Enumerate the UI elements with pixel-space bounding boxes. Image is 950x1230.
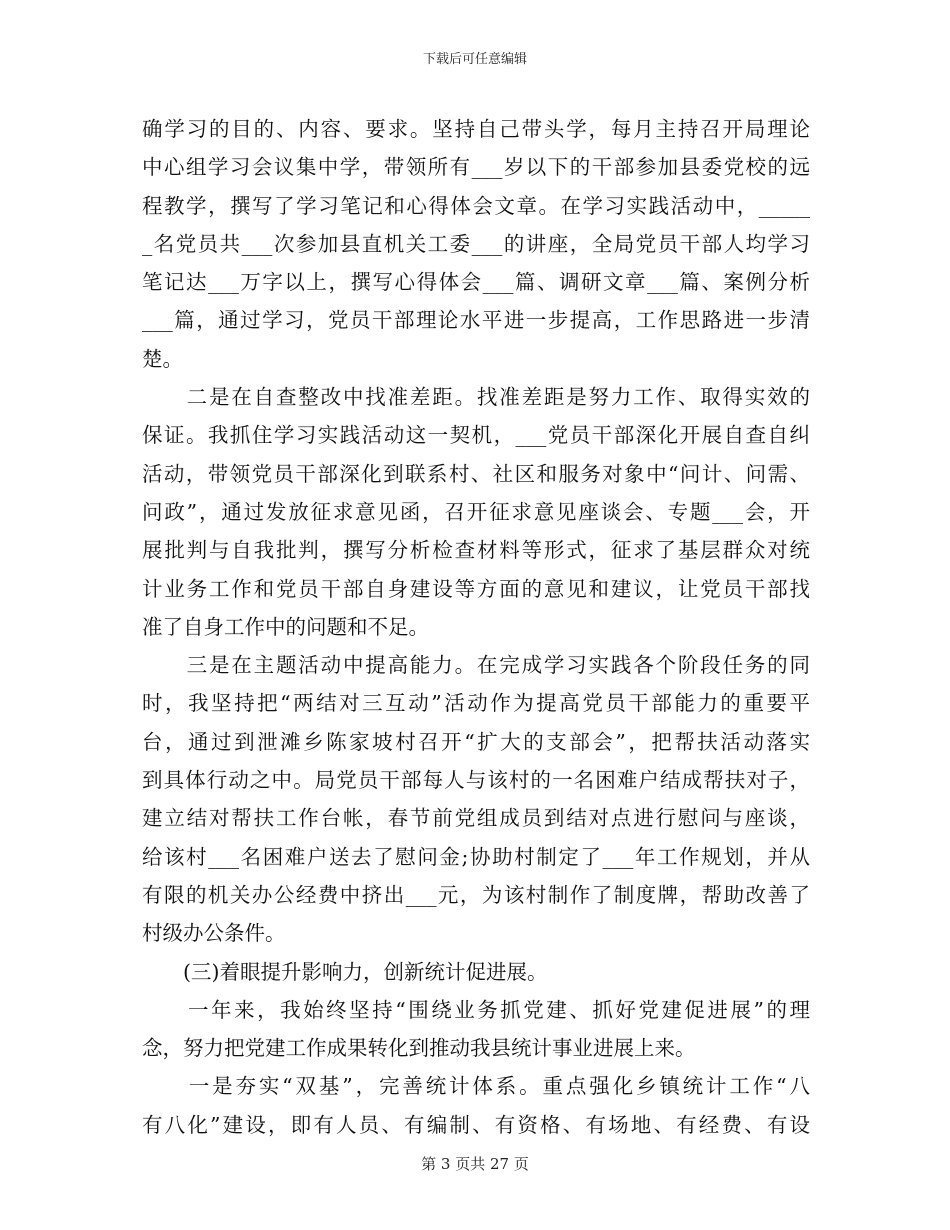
text-line: 一年来，我始终坚持“围绕业务抓党建、抓好党建促进展”的理 — [142, 997, 810, 1022]
text-line: 时，我坚持把“两结对三互动”活动作为提高党员干部能力的重要平 — [142, 691, 810, 716]
text-line: 保证。我抓住学习实践活动这一契机，___党员干部深化开展自查自纠 — [142, 423, 810, 448]
text-line: 村级办公条件。 — [142, 921, 286, 946]
text-line: 念，努力把党建工作成果转化到推动我县统计事业进展上来。 — [142, 1036, 696, 1061]
text-line: 二是在自查整改中找准差距。找准差距是努力工作、取得实效的 — [142, 385, 810, 410]
text-line: 笔记达___万字以上，撰写心得体会___篇、调研文章___篇、案例分析 — [142, 270, 810, 295]
text-line: _名党员共___次参加县直机关工委___的讲座，全局党员干部人均学习 — [142, 231, 810, 256]
page-header: 下载后可任意编辑 — [422, 52, 527, 67]
text-line: 台，通过到泄滩乡陈家坡村召开“扩大的支部会”，把帮扶活动落实 — [142, 729, 810, 754]
text-line: 给该村___名困难户送去了慰问金;协助村制定了___年工作规划，并从 — [142, 844, 810, 869]
text-line: 有八化”建设，即有人员、有编制、有资格、有场地、有经费、有设 — [142, 1112, 810, 1137]
text-line: 确学习的目的、内容、要求。坚持自己带头学，每月主持召开局理论 — [142, 117, 810, 141]
text-line: 建立结对帮扶工作台帐，春节前党组成员到结对点进行慰问与座谈， — [142, 806, 810, 831]
text-line: 活动，带领党员干部深化到联系村、社区和服务对象中“问计、问需、 — [142, 461, 810, 486]
text-line: ___篇，通过学习，党员干部理论水平进一步提高，工作思路进一步清 — [142, 308, 810, 333]
text-line: 计业务工作和党员干部自身建设等方面的意见和建议，让党员干部找 — [142, 576, 810, 601]
text-line: 准了自身工作中的问题和不足。 — [142, 614, 429, 639]
text-line: 一是夯实“双基”，完善统计体系。重点强化乡镇统计工作“八 — [142, 1074, 810, 1099]
text-line: 有限的机关办公经费中挤出___元，为该村制作了制度牌，帮助改善了 — [142, 882, 810, 907]
text-line: 程教学，撰写了学习笔记和心得体会文章。在学习实践活动中，_____ — [142, 193, 810, 218]
page-number-footer: 第 3 页共 27 页 — [421, 1155, 529, 1173]
text-line: 展批判与自我批判，撰写分析检查材料等形式，征求了基层群众对统 — [142, 538, 810, 563]
text-line: 三是在主题活动中提高能力。在完成学习实践各个阶段任务的同 — [142, 653, 810, 678]
text-line: (三)着眼提升影响力，创新统计促进展。 — [142, 959, 548, 984]
text-line: 楚。 — [142, 346, 183, 371]
text-line: 到具体行动之中。局党员干部每人与该村的一名困难户结成帮扶对子， — [142, 768, 810, 793]
text-line: 中心组学习会议集中学，带领所有___岁以下的干部参加县委党校的远 — [142, 155, 810, 180]
document-body — [142, 110, 810, 1144]
text-line: 问政”，通过发放征求意见函，召开征求意见座谈会、专题___会，开 — [142, 499, 810, 524]
